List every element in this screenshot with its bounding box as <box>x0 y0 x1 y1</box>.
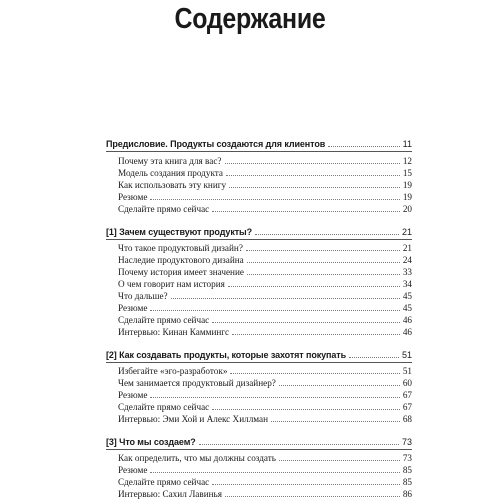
entry-title: Интервью: Эми Хой и Алекс Хиллман <box>118 414 269 424</box>
chapter-title: [3] Что мы создаем? <box>106 437 196 447</box>
dot-leader <box>150 471 399 473</box>
entry-title: Резюме <box>118 303 148 313</box>
entry-title: Сделайте прямо сейчас <box>118 315 210 325</box>
page-number: 34 <box>402 279 412 289</box>
toc-entry[interactable] <box>118 155 412 167</box>
entry-title: О чем говорит нам история <box>118 279 225 289</box>
toc-entry[interactable] <box>118 413 412 425</box>
dot-leader <box>247 261 400 263</box>
toc-entry[interactable] <box>118 242 412 254</box>
entry-title: Резюме <box>118 390 148 400</box>
chapter-title: [1] Зачем существуют продукты? <box>106 227 253 237</box>
entry-title: Избегайте «эго-разработок» <box>118 366 228 376</box>
entry-title: Интервью: Кинан Каммингс <box>118 327 230 337</box>
page-number: 19 <box>402 192 412 202</box>
dot-leader <box>246 249 400 251</box>
entry-title: Что такое продуктовый дизайн? <box>118 243 243 253</box>
toc-entry[interactable] <box>118 179 412 191</box>
dot-leader <box>212 483 400 485</box>
page-number: 45 <box>402 303 412 313</box>
dot-leader <box>279 459 400 461</box>
toc-entry[interactable] <box>118 203 412 215</box>
page-number: 67 <box>402 402 412 412</box>
page-number: 15 <box>402 168 412 178</box>
page-number: 51 <box>402 366 412 376</box>
page-number: 20 <box>402 204 412 214</box>
toc-chapter-3[interactable] <box>106 436 412 448</box>
page-number: 73 <box>401 437 412 447</box>
toc-entry[interactable] <box>118 488 412 500</box>
page-number: 51 <box>401 350 412 360</box>
dot-leader <box>230 372 399 374</box>
entry-title: Почему эта книга для вас? <box>118 156 222 166</box>
toc-entry[interactable] <box>118 365 412 377</box>
chapter-title: [2] Как создавать продукты, которые захотят покупать <box>106 350 347 360</box>
toc-entry[interactable] <box>118 377 412 389</box>
toc-entry[interactable] <box>118 326 412 338</box>
toc-chapter-preface[interactable] <box>106 138 412 150</box>
dot-leader <box>255 233 399 235</box>
dot-leader <box>225 495 400 497</box>
page-number: 60 <box>402 378 412 388</box>
dot-leader <box>225 162 400 164</box>
page-number: 19 <box>402 180 412 190</box>
dot-leader <box>171 297 400 299</box>
entry-title: Как использовать эту книгу <box>118 180 227 190</box>
section-rule <box>106 362 412 363</box>
toc-entry[interactable] <box>118 452 412 464</box>
dot-leader <box>212 210 400 212</box>
page-number: 21 <box>402 243 412 253</box>
dot-leader <box>150 396 399 398</box>
dot-leader <box>199 443 399 445</box>
section-rule <box>106 151 412 152</box>
page-number: 85 <box>402 465 412 475</box>
entry-title: Наследие продуктового дизайна <box>118 255 244 265</box>
entry-title: Сделайте прямо сейчас <box>118 204 210 214</box>
page-number: 45 <box>402 291 412 301</box>
dot-leader <box>271 420 400 422</box>
entry-title: Резюме <box>118 192 148 202</box>
page-number: 12 <box>402 156 412 166</box>
dot-leader <box>228 285 400 287</box>
page-number: 24 <box>402 255 412 265</box>
toc-entry[interactable] <box>118 191 412 203</box>
page-title: Содержание <box>174 3 326 35</box>
page-number: 46 <box>402 315 412 325</box>
dot-leader <box>150 309 399 311</box>
entry-title: Модель создания продукта <box>118 168 223 178</box>
entry-title: Интервью: Сахил Лавинья <box>118 489 222 499</box>
entry-title: Как определить, что мы должны создать <box>118 453 276 463</box>
page-number: 11 <box>402 139 412 149</box>
page-number: 21 <box>401 227 412 237</box>
toc-chapter-2[interactable] <box>106 349 412 361</box>
entry-title: Что дальше? <box>118 291 168 301</box>
toc-entry[interactable] <box>118 401 412 413</box>
toc-chapter-1[interactable] <box>106 226 412 238</box>
page-number: 68 <box>402 414 412 424</box>
section-rule <box>106 449 412 450</box>
chapter-title: Предисловие. Продукты создаются для клиентов <box>106 139 326 149</box>
toc-entry[interactable] <box>118 302 412 314</box>
entry-title: Резюме <box>118 465 148 475</box>
toc-entry[interactable] <box>118 254 412 266</box>
entry-title: Почему история имеет значение <box>118 267 244 277</box>
page-number: 85 <box>402 477 412 487</box>
dot-leader <box>212 408 400 410</box>
dot-leader <box>212 321 400 323</box>
entry-title: Сделайте прямо сейчас <box>118 402 210 412</box>
dot-leader <box>226 174 400 176</box>
toc-entry[interactable] <box>118 389 412 401</box>
page-number: 67 <box>402 390 412 400</box>
dot-leader <box>247 273 400 275</box>
toc-entry[interactable] <box>118 278 412 290</box>
page-number: 46 <box>402 327 412 337</box>
section-rule <box>106 239 412 240</box>
toc-entry[interactable] <box>118 266 412 278</box>
toc-entry[interactable] <box>118 314 412 326</box>
dot-leader <box>328 145 400 147</box>
page-number: 73 <box>402 453 412 463</box>
page-number: 33 <box>402 267 412 277</box>
toc-entry[interactable] <box>118 464 412 476</box>
entry-title: Сделайте прямо сейчас <box>118 477 210 487</box>
dot-leader <box>279 384 400 386</box>
dot-leader <box>232 333 400 335</box>
toc-entry[interactable] <box>118 290 412 302</box>
dot-leader <box>229 186 400 188</box>
dot-leader <box>150 198 399 200</box>
toc-entry[interactable] <box>118 167 412 179</box>
dot-leader <box>349 356 399 358</box>
toc-entry[interactable] <box>118 476 412 488</box>
page-number: 86 <box>402 489 412 499</box>
entry-title: Чем занимается продуктовый дизайнер? <box>118 378 276 388</box>
